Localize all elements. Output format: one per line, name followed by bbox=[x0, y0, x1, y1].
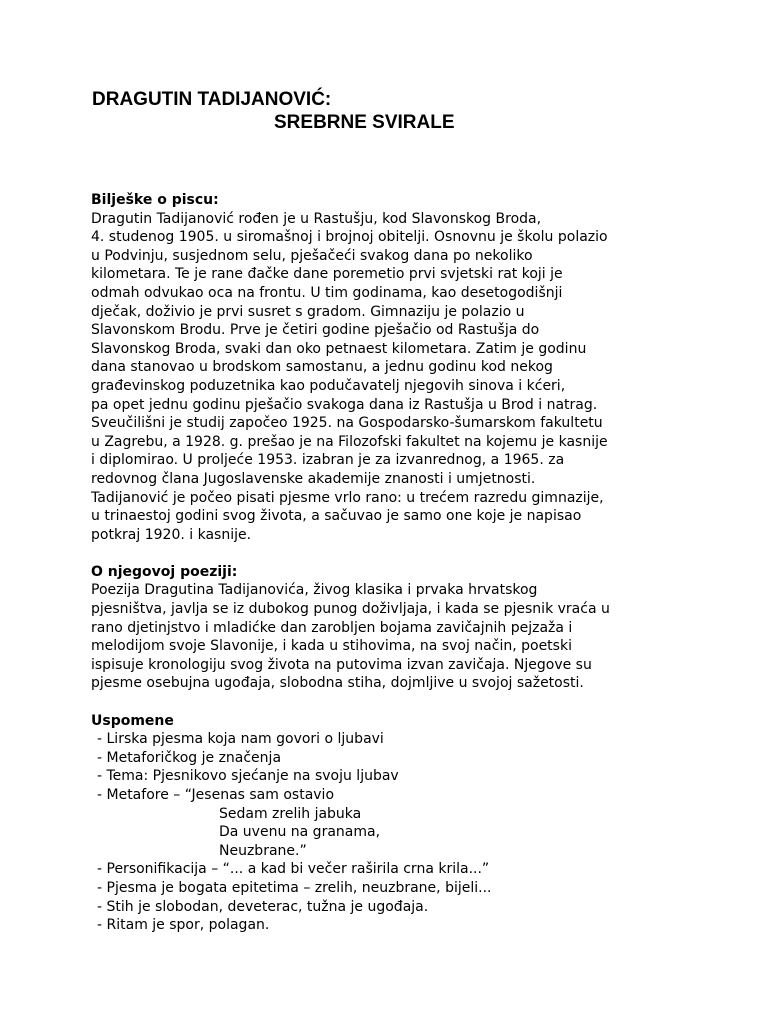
verse-line: Da uvenu na granama, bbox=[219, 824, 381, 841]
text-line: odmah odvukao oca na frontu. U tim godinama, kao desetogodišnji bbox=[91, 284, 563, 301]
text-line: Tadijanović je počeo pisati pjesme vrlo rano: u trećem razredu gimnazije, bbox=[91, 489, 604, 506]
text-line: ispisuje kronologiju svog života na putovima izvan zavičaja. Njegove su bbox=[91, 656, 592, 673]
bullet-item: - Lirska pjesma koja nam govori o ljubavi bbox=[97, 731, 384, 748]
text-line: i diplomirao. U proljeće 1953. izabran je za izvanrednog, a 1965. za bbox=[91, 452, 565, 469]
text-line: kilometara. Te je rane đačke dane poremetio prvi svjetski rat koji je bbox=[91, 266, 563, 283]
sections-container bbox=[91, 191, 731, 693]
bullet-item: - Personifikacija – “... a kad bi večer raširila crna krila...” bbox=[97, 861, 490, 878]
section-heading: O njegovoj poeziji: bbox=[91, 563, 238, 580]
verse-line: Neuzbrane.” bbox=[219, 842, 307, 859]
text-line: u Zagrebu, a 1928. g. prešao je na Filozofski fakultet na kojemu je kasnije bbox=[91, 433, 608, 450]
verse-line: Sedam zrelih jabuka bbox=[219, 805, 362, 822]
text-line: Slavonskog Broda, svaki dan oko petnaest kilometara. Zatim je godinu bbox=[91, 340, 587, 357]
text-line: Dragutin Tadijanović rođen je u Rastušju, kod Slavonskog Broda, bbox=[91, 210, 542, 227]
bullet-item: - Metafore – “Jesenas sam ostavio bbox=[97, 787, 335, 803]
text-line: dana stanovao u brodskom samostanu, a jednu godinu kod nekog bbox=[91, 359, 553, 376]
text-line: 4. studenog 1905. u siromašnoj i brojnoj obitelji. Osnovnu je školu polazio bbox=[91, 229, 608, 246]
bullet-list bbox=[91, 730, 731, 804]
bullet-item: - Pjesma je bogata epitetima – zrelih, neuzbrane, bijeli... bbox=[97, 879, 492, 896]
section-heading: Bilješke o piscu: bbox=[91, 192, 219, 208]
section bbox=[91, 563, 731, 693]
text-line: pjesme osebujna ugođaja, slobodna stiha, dojmljive u svojoj sažetosti. bbox=[91, 675, 584, 692]
text-line: redovnog člana Jugoslavenske akademije znanosti i umjetnosti. bbox=[91, 470, 536, 487]
bullet-item: - Stih je slobodan, deveterac, tužna je ugođaja. bbox=[97, 898, 429, 915]
text-line: pa opet jednu godinu pješačio svakoga dana iz Rastušja u Brod i natrag. bbox=[91, 396, 598, 413]
section bbox=[91, 191, 731, 544]
text-line: potkraj 1920. i kasnije. bbox=[91, 526, 252, 543]
text-line: rano djetinjstvo i mladićke dan zarobljen bojama zavičajnih pejzaža i bbox=[91, 619, 573, 636]
bullet-list bbox=[91, 860, 731, 934]
bullet-item: - Ritam je spor, polagan. bbox=[97, 917, 270, 934]
title-work: SREBRNE SVIRALE bbox=[274, 112, 455, 133]
text-line: pjesništva, javlja se iz dubokog punog doživljaja, i kada se pjesnik vraća u bbox=[91, 601, 610, 618]
section-uspomene bbox=[91, 712, 731, 935]
text-line: Poezija Dragutina Tadijanovića, živog klasika i prvaka hrvatskog bbox=[91, 582, 538, 599]
text-line: u Podvinju, susjednom selu, pješačeći svakog dana po nekoliko bbox=[91, 247, 533, 264]
text-line: melodijom svoje Slavonije, i kada u stihovima, na svoj način, poetski bbox=[91, 638, 572, 655]
title-author: DRAGUTIN TADIJANOVIĆ: bbox=[92, 89, 332, 110]
text-line: Sveučilišni je studij započeo 1925. na Gospodarsko-šumarskom fakultetu bbox=[91, 415, 603, 432]
section-heading: Uspomene bbox=[91, 712, 174, 729]
bullet-item: - Tema: Pjesnikovo sjećanje na svoju ljubav bbox=[97, 768, 399, 785]
text-line: dječak, doživio je prvi susret s gradom. Gimnaziju je polazio u bbox=[91, 303, 525, 320]
text-line: Slavonskom Brodu. Prve je četiri godine pješačio od Rastušja do bbox=[91, 322, 540, 339]
bullet-item: - Metaforičkog je značenja bbox=[97, 749, 282, 766]
text-line: u trinaestoj godini svog života, a sačuvao je samo one koje je napisao bbox=[91, 508, 582, 525]
document-body bbox=[91, 191, 731, 953]
text-line: građevinskog poduzetnika kao podučavatelj njegovih sinova i kćeri, bbox=[91, 377, 566, 394]
verse-block bbox=[91, 805, 731, 861]
